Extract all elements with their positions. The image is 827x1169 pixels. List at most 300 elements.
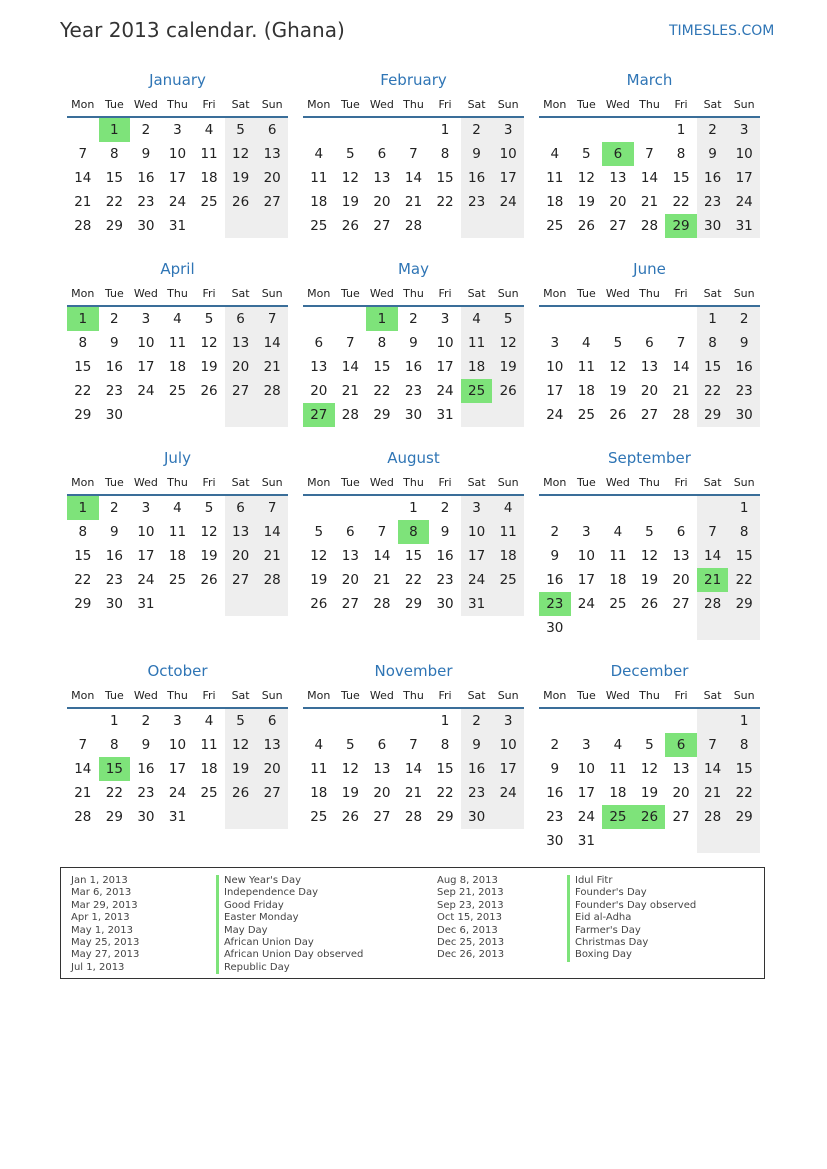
day-cell: 1 [440, 713, 450, 729]
day-cell: 14 [640, 170, 659, 186]
day-cell: 4 [492, 496, 524, 520]
empty-day-cell [461, 214, 493, 238]
weekday-label: Mon [307, 97, 331, 111]
day-cell: 6 [256, 118, 288, 142]
day-cell: 13 [341, 548, 359, 564]
weekday-label: Thu [639, 97, 660, 111]
legend-right-dates [437, 875, 504, 962]
weekday-label: Fri [438, 475, 452, 489]
day-cell: 20 [640, 383, 659, 399]
day-cell: 19 [609, 383, 627, 399]
day-cell: 12 [492, 331, 524, 355]
day-cell: 28 [697, 592, 729, 616]
holiday-day-cell: 6 [665, 733, 697, 757]
day-cell: 30 [105, 407, 123, 423]
day-cell: 4 [461, 307, 493, 331]
empty-day-cell [366, 496, 398, 520]
holiday-name: Republic Day [216, 962, 363, 974]
day-cell: 10 [492, 733, 524, 757]
day-cell: 18 [200, 761, 218, 777]
week-row [539, 496, 760, 520]
day-cell: 20 [672, 785, 690, 801]
day-cell: 22 [74, 383, 92, 399]
weekday-label: Tue [340, 286, 360, 300]
day-cell: 6 [346, 524, 355, 540]
day-cell: 11 [310, 170, 328, 186]
day-cell: 23 [404, 383, 423, 399]
week-row [303, 331, 524, 355]
day-cell: 2 [697, 118, 729, 142]
week-row [303, 190, 524, 214]
day-cell: 3 [582, 524, 591, 540]
month-november [303, 661, 524, 829]
weekday-label: Sun [497, 688, 519, 702]
day-cell: 14 [256, 331, 288, 355]
day-cell: 3 [173, 122, 182, 138]
day-cell: 4 [613, 524, 623, 540]
day-cell: 6 [225, 496, 257, 520]
weekday-header [303, 92, 524, 118]
week-row [67, 166, 288, 190]
day-cell: 21 [74, 785, 92, 801]
empty-day-cell [398, 118, 430, 142]
day-cell: 2 [110, 311, 119, 327]
day-cell: 29 [728, 805, 760, 829]
month-may [303, 259, 524, 427]
holiday-day-cell: 15 [99, 757, 131, 781]
empty-day-cell [492, 214, 524, 238]
day-cell: 8 [78, 524, 88, 540]
day-cell: 19 [492, 355, 524, 379]
day-cell: 28 [74, 218, 92, 234]
day-cell: 19 [640, 785, 659, 801]
day-cell: 3 [492, 118, 524, 142]
weekday-label: Sat [467, 475, 486, 489]
day-cell: 31 [436, 407, 454, 423]
day-cell: 24 [168, 785, 187, 801]
weekday-label: Fri [438, 286, 452, 300]
day-cell: 20 [609, 194, 627, 210]
day-cell: 12 [310, 548, 328, 564]
week-row [539, 118, 760, 142]
weekday-label: Thu [639, 475, 660, 489]
holiday-day-cell: 29 [665, 214, 697, 238]
legend-right-names [567, 875, 696, 962]
day-cell: 14 [697, 757, 729, 781]
day-cell: 13 [225, 520, 257, 544]
day-cell: 26 [492, 379, 524, 403]
empty-day-cell [193, 805, 225, 829]
day-cell: 19 [341, 785, 359, 801]
day-cell: 8 [728, 520, 760, 544]
empty-day-cell [256, 805, 288, 829]
day-cell: 31 [137, 596, 155, 612]
weekday-label: Wed [369, 475, 394, 489]
day-cell: 11 [168, 524, 187, 540]
weekday-label: Sun [497, 97, 519, 111]
day-cell: 16 [105, 548, 123, 564]
day-cell: 12 [609, 359, 627, 375]
weekday-label: Sat [703, 97, 722, 111]
holiday-name: Farmer's Day [567, 925, 696, 937]
weekday-label: Wed [605, 475, 630, 489]
day-cell: 5 [204, 500, 214, 516]
weekday-label: Sat [703, 286, 722, 300]
empty-day-cell [303, 709, 335, 733]
empty-day-cell [303, 496, 335, 520]
empty-day-cell [492, 592, 524, 616]
month-name: June [633, 260, 666, 278]
day-cell: 4 [613, 737, 623, 753]
day-cell: 24 [492, 781, 524, 805]
weekday-label: Sat [231, 475, 250, 489]
day-cell: 1 [110, 713, 119, 729]
day-cell: 26 [225, 190, 257, 214]
day-cell: 16 [697, 166, 729, 190]
day-cell: 13 [373, 761, 391, 777]
holiday-legend [60, 867, 765, 979]
day-cell: 24 [168, 194, 187, 210]
week-row [539, 331, 760, 355]
week-row [539, 829, 760, 853]
day-cell: 17 [137, 359, 155, 375]
empty-day-cell [335, 307, 367, 331]
month-january [67, 70, 288, 238]
weekday-label: Sun [497, 475, 519, 489]
weekday-label: Wed [605, 286, 630, 300]
week-row [539, 166, 760, 190]
empty-day-cell [256, 214, 288, 238]
empty-day-cell [665, 829, 697, 853]
empty-day-cell [335, 709, 367, 733]
week-row [67, 307, 288, 331]
day-cell: 19 [341, 194, 359, 210]
day-cell: 7 [697, 733, 729, 757]
weekday-label: Mon [543, 688, 567, 702]
weekday-header [539, 470, 760, 496]
day-cell: 2 [461, 709, 493, 733]
day-cell: 10 [461, 520, 493, 544]
day-cell: 19 [200, 548, 218, 564]
week-row [303, 520, 524, 544]
day-cell: 8 [440, 737, 450, 753]
weekday-label: Thu [403, 286, 424, 300]
day-cell: 15 [672, 170, 690, 186]
day-cell: 27 [256, 781, 288, 805]
day-cell: 16 [728, 355, 760, 379]
holiday-name: Idul Fitr [567, 875, 696, 887]
day-cell: 24 [137, 572, 155, 588]
day-cell: 4 [314, 146, 324, 162]
day-cell: 17 [577, 785, 595, 801]
day-cell: 22 [697, 379, 729, 403]
empty-day-cell [303, 307, 335, 331]
holiday-name: African Union Day observed [216, 949, 363, 961]
day-cell: 27 [640, 407, 659, 423]
day-cell: 3 [440, 311, 450, 327]
holiday-name: Christmas Day [567, 937, 696, 949]
day-cell: 7 [78, 737, 88, 753]
day-cell: 11 [461, 331, 493, 355]
day-cell: 18 [200, 170, 218, 186]
day-cell: 26 [341, 218, 359, 234]
day-cell: 11 [577, 359, 595, 375]
empty-day-cell [665, 307, 697, 331]
weekday-label: Mon [543, 97, 567, 111]
day-cell: 10 [728, 142, 760, 166]
day-cell: 9 [697, 142, 729, 166]
weekday-label: Mon [71, 286, 95, 300]
day-cell: 11 [609, 548, 627, 564]
day-cell: 17 [168, 761, 187, 777]
day-cell: 7 [346, 335, 355, 351]
day-cell: 10 [492, 142, 524, 166]
empty-day-cell [602, 709, 634, 733]
empty-day-cell [571, 496, 603, 520]
weekday-label: Sat [231, 688, 250, 702]
empty-day-cell [366, 709, 398, 733]
week-row [67, 709, 288, 733]
day-cell: 22 [404, 572, 423, 588]
weekday-label: Tue [104, 97, 124, 111]
weekday-label: Wed [369, 688, 394, 702]
holiday-day-cell: 25 [602, 805, 634, 829]
weekday-header [303, 281, 524, 307]
day-cell: 14 [672, 359, 690, 375]
weekday-label: Wed [133, 97, 158, 111]
weekday-label: Sat [703, 688, 722, 702]
day-cell: 10 [546, 359, 564, 375]
day-cell: 7 [409, 146, 418, 162]
empty-day-cell [539, 496, 571, 520]
legend-left-names [216, 875, 363, 974]
empty-day-cell [602, 496, 634, 520]
day-cell: 30 [436, 596, 454, 612]
day-cell: 20 [341, 572, 359, 588]
weekday-label: Mon [307, 286, 331, 300]
holiday-name: New Year's Day [216, 875, 363, 887]
empty-day-cell [697, 709, 729, 733]
week-row [539, 307, 760, 331]
day-cell: 30 [137, 218, 155, 234]
holiday-day-cell: 1 [67, 496, 99, 520]
day-cell: 7 [256, 307, 288, 331]
day-cell: 22 [373, 383, 391, 399]
empty-day-cell [571, 118, 603, 142]
day-cell: 10 [577, 548, 595, 564]
day-cell: 2 [409, 311, 418, 327]
page-title: Year 2013 calendar. (Ghana) [60, 18, 345, 42]
day-cell: 3 [582, 737, 591, 753]
holiday-day-cell: 26 [634, 805, 666, 829]
holiday-name: Good Friday [216, 900, 363, 912]
day-cell: 5 [645, 737, 654, 753]
day-cell: 27 [609, 218, 627, 234]
day-cell: 14 [697, 544, 729, 568]
day-cell: 3 [550, 335, 560, 351]
week-row [303, 379, 524, 403]
day-cell: 11 [200, 146, 218, 162]
week-row [539, 379, 760, 403]
week-row [67, 331, 288, 355]
week-row [539, 214, 760, 238]
empty-day-cell [697, 829, 729, 853]
day-cell: 2 [461, 118, 493, 142]
day-cell: 27 [256, 190, 288, 214]
day-cell: 30 [546, 620, 564, 636]
empty-day-cell [225, 805, 257, 829]
month-june [539, 259, 760, 427]
day-cell: 22 [105, 785, 123, 801]
empty-day-cell [571, 709, 603, 733]
day-cell: 18 [577, 383, 595, 399]
empty-day-cell [398, 709, 430, 733]
day-cell: 2 [141, 122, 151, 138]
empty-day-cell [335, 496, 367, 520]
day-cell: 12 [225, 733, 257, 757]
day-cell: 18 [492, 544, 524, 568]
month-name: March [626, 71, 673, 89]
day-cell: 27 [373, 218, 391, 234]
week-row [303, 142, 524, 166]
day-cell: 18 [546, 194, 564, 210]
day-cell: 28 [256, 568, 288, 592]
week-row [67, 520, 288, 544]
holiday-date: Mar 6, 2013 [71, 887, 132, 899]
day-cell: 22 [74, 572, 92, 588]
week-row [303, 805, 524, 829]
day-cell: 25 [492, 568, 524, 592]
week-row [303, 733, 524, 757]
day-cell: 2 [440, 500, 450, 516]
day-cell: 31 [728, 214, 760, 238]
empty-day-cell [602, 118, 634, 142]
day-cell: 8 [110, 737, 119, 753]
day-cell: 30 [728, 403, 760, 427]
weekday-label: Sat [467, 97, 486, 111]
week-row [303, 568, 524, 592]
weekday-label: Sat [467, 688, 486, 702]
week-row [539, 403, 760, 427]
day-cell: 22 [436, 785, 454, 801]
day-cell: 29 [105, 218, 123, 234]
weekday-header [303, 470, 524, 496]
empty-day-cell [634, 829, 666, 853]
day-cell: 29 [728, 592, 760, 616]
empty-day-cell [571, 616, 603, 640]
day-cell: 14 [404, 761, 423, 777]
day-cell: 2 [550, 737, 560, 753]
day-cell: 6 [314, 335, 324, 351]
day-cell: 13 [256, 142, 288, 166]
day-cell: 8 [676, 146, 686, 162]
weekday-header [539, 92, 760, 118]
day-cell: 29 [697, 403, 729, 427]
day-cell: 12 [341, 761, 359, 777]
weekday-label: Sat [703, 475, 722, 489]
day-cell: 4 [173, 500, 182, 516]
day-cell: 8 [78, 335, 88, 351]
day-cell: 23 [728, 379, 760, 403]
holiday-date: Dec 25, 2013 [437, 936, 505, 948]
month-name: May [397, 260, 429, 278]
day-cell: 4 [173, 311, 182, 327]
day-cell: 25 [310, 809, 328, 825]
site-link[interactable]: TIMESLES.COM [669, 23, 775, 39]
day-cell: 16 [105, 359, 123, 375]
day-cell: 17 [492, 166, 524, 190]
day-cell: 13 [609, 170, 627, 186]
weekday-label: Mon [307, 688, 331, 702]
week-row [303, 355, 524, 379]
day-cell: 30 [137, 809, 155, 825]
weekday-label: Wed [605, 97, 630, 111]
empty-day-cell [665, 616, 697, 640]
weekday-label: Thu [167, 475, 188, 489]
weekday-label: Tue [104, 688, 124, 702]
holiday-date: Sep 23, 2013 [437, 899, 504, 911]
day-cell: 28 [256, 379, 288, 403]
day-cell: 9 [440, 524, 450, 540]
holiday-name: Founder's Day observed [567, 900, 696, 912]
month-february [303, 70, 524, 238]
day-cell: 24 [461, 568, 493, 592]
day-cell: 1 [409, 500, 418, 516]
week-row [539, 805, 760, 829]
day-cell: 15 [728, 544, 760, 568]
day-cell: 15 [697, 355, 729, 379]
day-cell: 5 [645, 524, 654, 540]
day-cell: 22 [728, 781, 760, 805]
day-cell: 17 [492, 757, 524, 781]
day-cell: 6 [645, 335, 654, 351]
weekday-label: Sun [733, 97, 755, 111]
week-row [303, 781, 524, 805]
week-row [67, 355, 288, 379]
day-cell: 20 [225, 355, 257, 379]
day-cell: 25 [577, 407, 595, 423]
day-cell: 11 [168, 335, 187, 351]
day-cell: 24 [546, 407, 564, 423]
month-september [539, 448, 760, 640]
empty-day-cell [634, 118, 666, 142]
day-cell: 25 [168, 383, 187, 399]
week-row [67, 592, 288, 616]
day-cell: 21 [404, 194, 423, 210]
weekday-label: Thu [167, 97, 188, 111]
month-december [539, 661, 760, 853]
day-cell: 9 [461, 142, 493, 166]
weekday-label: Thu [403, 688, 424, 702]
day-cell: 10 [168, 737, 187, 753]
weekday-label: Tue [104, 475, 124, 489]
empty-day-cell [303, 118, 335, 142]
day-cell: 28 [404, 218, 423, 234]
day-cell: 17 [461, 544, 493, 568]
day-cell: 20 [672, 572, 690, 588]
day-cell: 19 [310, 572, 328, 588]
weekday-label: Fri [202, 97, 216, 111]
week-row [539, 592, 760, 616]
holiday-day-cell: 25 [461, 379, 493, 403]
day-cell: 8 [110, 146, 119, 162]
day-cell: 3 [461, 496, 493, 520]
day-cell: 12 [200, 524, 218, 540]
day-cell: 28 [74, 809, 92, 825]
holiday-day-cell: 23 [539, 592, 571, 616]
day-cell: 9 [550, 761, 560, 777]
month-april [67, 259, 288, 427]
